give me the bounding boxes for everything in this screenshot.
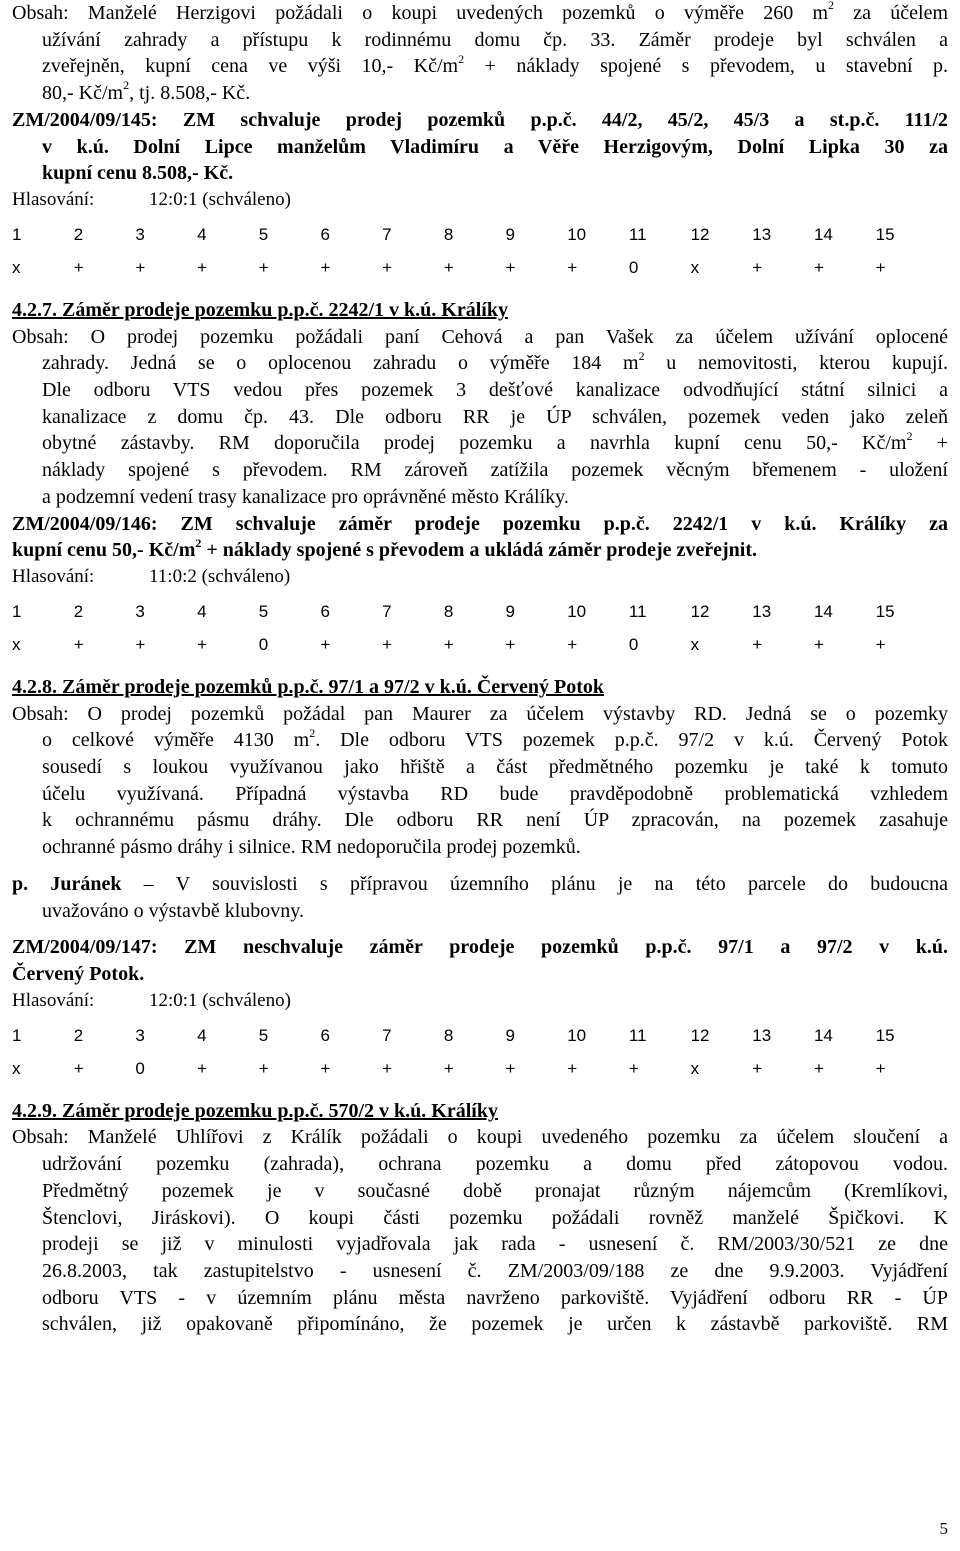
vote-table-147: [12, 1020, 937, 1086]
vote-member-number: 7: [382, 225, 392, 245]
vote-member-value: +: [567, 258, 578, 278]
vote-member-number: 14: [813, 225, 833, 245]
vote-member-number: 6: [320, 602, 330, 622]
vote-member-number: 11: [628, 225, 647, 245]
vote-member-value: +: [443, 258, 454, 278]
vote-numbers-row: [12, 219, 937, 252]
vote-member-value: +: [875, 258, 886, 278]
vote-member-value: +: [73, 258, 84, 278]
vote-member-number: 9: [505, 1026, 515, 1046]
page-number: 5: [939, 1519, 948, 1538]
vote-member-value: +: [135, 258, 146, 278]
vote-member-number: 4: [197, 225, 207, 245]
vote-member-number: 7: [382, 602, 392, 622]
vote-member-value: x: [12, 1059, 21, 1079]
vote-member-number: 13: [752, 602, 772, 622]
vote-member-number: 1: [12, 602, 22, 622]
vote-summary-145: Hlasování: 12:0:1 (schváleno): [12, 188, 291, 210]
vote-member-value: +: [382, 1059, 393, 1079]
vote-member-number: 13: [752, 225, 772, 245]
section-427-body: Obsah: O prodej pozemku požádali paní Cehová a pan Vašek za účelem užívání oplocené zahrady. Jedná se o oplocenou zahradu o výměře 184 $m^2$ u nemovitosti, kterou kupují. Dle odboru VTS vedou přes pozemek 3 dešťové kanalizace odvodňující státní silnici a kanalizace z domu čp. 43. Dle odboru RR je ÚP schválen, pozemek veden jako zeleň obytné zástavby. RM doporučila prodej pozemku a navrhla kupní cenu 50,- $Kč/m^2$ + náklady spojené s převodem. RM zároveň zatížila pozemek věcným břemenem - uložení a podzemní vedení trasy kanalizace pro oprávněné město Králíky.: [12, 325, 948, 508]
vote-member-value: +: [505, 635, 516, 655]
vote-member-value: +: [197, 1059, 207, 1079]
vote-member-number: 10: [567, 1026, 587, 1046]
vote-member-value: +: [258, 258, 269, 278]
vote-member-value: +: [320, 258, 331, 278]
vote-member-number: 4: [197, 1026, 207, 1046]
vote-member-value: +: [320, 635, 331, 655]
vote-member-value: 0: [258, 635, 269, 655]
vote-member-number: 9: [505, 225, 515, 245]
vote-member-number: 1: [12, 225, 22, 245]
resolution-146: ZM/2004/09/146: ZM schvaluje záměr prodeje pozemku p.p.č. 2242/1 v k.ú. Králíky za kupní cenu 50,- $Kč/m^2$ + náklady spojené s převodem a ukládá záměr prodeje zveřejnit.: [12, 512, 948, 562]
vote-member-value: +: [752, 1059, 763, 1079]
vote-member-number: 5: [258, 1026, 269, 1046]
vote-member-number: 9: [505, 602, 515, 622]
vote-member-number: 7: [382, 1026, 392, 1046]
document-page: [12, 0, 948, 1338]
vote-member-number: 15: [875, 602, 895, 622]
vote-member-value: +: [505, 1059, 516, 1079]
vote-member-number: 14: [813, 1026, 833, 1046]
vote-member-value: +: [567, 635, 578, 655]
vote-member-number: 6: [320, 225, 330, 245]
vote-member-value: 0: [135, 1059, 145, 1079]
vote-member-number: 15: [875, 1026, 895, 1046]
vote-member-number: 12: [690, 602, 710, 622]
vote-member-value: +: [382, 258, 393, 278]
vote-member-number: 5: [258, 225, 269, 245]
juranek-note: p. Juránek – V souvislosti s přípravou územního plánu je na této parcele do budoucna uvažováno o výstavbě klubovny.: [12, 872, 948, 922]
vote-member-value: x: [690, 258, 700, 278]
vote-member-value: +: [73, 635, 84, 655]
vote-member-number: 11: [628, 602, 647, 622]
vote-member-number: 15: [875, 225, 895, 245]
vote-member-number: 3: [135, 602, 145, 622]
vote-values-row: [12, 252, 937, 285]
vote-summary-146: Hlasování: 11:0:2 (schváleno): [12, 565, 291, 587]
section-heading-428: 4.2.8. Záměr prodeje pozemků p.p.č. 97/1 a 97/2 v k.ú. Červený Potok: [12, 675, 605, 698]
vote-member-value: x: [690, 1059, 700, 1079]
vote-member-number: 8: [443, 602, 454, 622]
vote-member-value: +: [875, 635, 886, 655]
vote-member-number: 6: [320, 1026, 330, 1046]
vote-member-value: +: [443, 635, 454, 655]
vote-values-row: [12, 1053, 937, 1086]
vote-member-number: 10: [567, 602, 587, 622]
vote-member-value: +: [505, 258, 516, 278]
vote-member-value: +: [382, 635, 393, 655]
section-428-body: Obsah: O prodej pozemků požádal pan Maurer za účelem výstavby RD. Jedná se o pozemky o celkové výměře 4130 $m^2$. Dle odboru VTS pozemek p.p.č. 97/2 v k.ú. Červený Potok sousedí s loukou využívanou jako hřiště a část předmětného pozemku je také k tomuto účelu využívaná. Případná výstavba RD bude pravděpodobně problematická vzhledem k ochrannému pásmu dráhy. Dle odboru RR není ÚP zpracován, na pozemek zasahuje ochranné pásmo dráhy i silnice. RM nedoporučila prodej pozemků.: [12, 702, 949, 859]
vote-member-value: +: [135, 635, 146, 655]
vote-member-value: x: [12, 635, 21, 655]
vote-member-value: x: [12, 258, 21, 278]
vote-member-number: 2: [73, 225, 84, 245]
vote-table-145: [12, 219, 937, 285]
vote-member-number: 14: [813, 602, 833, 622]
vote-member-number: 8: [443, 225, 454, 245]
vote-member-number: 4: [197, 602, 207, 622]
vote-member-value: +: [197, 258, 207, 278]
vote-numbers-row: [12, 1020, 937, 1053]
vote-member-value: +: [73, 1059, 84, 1079]
vote-member-value: +: [813, 635, 824, 655]
vote-member-number: 8: [443, 1026, 454, 1046]
vote-member-value: +: [752, 258, 763, 278]
vote-table-146: [12, 596, 937, 662]
vote-member-number: 12: [690, 225, 710, 245]
vote-member-value: +: [567, 1059, 578, 1079]
vote-member-value: x: [690, 635, 700, 655]
vote-summary-147: Hlasování: 12:0:1 (schváleno): [12, 989, 291, 1011]
vote-member-value: +: [320, 1059, 331, 1079]
vote-member-number: 12: [690, 1026, 710, 1046]
vote-member-value: +: [443, 1059, 454, 1079]
vote-member-number: 5: [258, 602, 269, 622]
vote-member-value: +: [628, 1059, 639, 1079]
section-heading-427: 4.2.7. Záměr prodeje pozemku p.p.č. 2242/1 v k.ú. Králíky: [12, 298, 508, 321]
vote-member-value: +: [813, 258, 824, 278]
resolution-145: ZM/2004/09/145: ZM schvaluje prodej pozemků p.p.č. 44/2, 45/2, 45/3 a st.p.č. 111/2 v k.ú. Dolní Lipce manželům Vladimíru a Věře Herzigovým, Dolní Lipka 30 za kupní cenu 8.508,- Kč.: [12, 108, 948, 185]
vote-member-value: +: [752, 635, 763, 655]
resolution-147: ZM/2004/09/147: ZM neschvaluje záměr prodeje pozemků p.p.č. 97/1 a 97/2 v k.ú. Červený Potok.: [12, 936, 948, 985]
vote-member-number: 13: [752, 1026, 772, 1046]
vote-member-number: 1: [12, 1026, 22, 1046]
vote-member-value: +: [197, 635, 207, 655]
vote-member-number: 3: [135, 225, 145, 245]
section-heading-429: 4.2.9. Záměr prodeje pozemku p.p.č. 570/2 v k.ú. Králíky: [12, 1099, 498, 1122]
vote-member-value: 0: [628, 635, 639, 655]
vote-member-number: 11: [628, 1026, 647, 1046]
vote-member-number: 3: [135, 1026, 145, 1046]
vote-member-value: +: [875, 1059, 886, 1079]
vote-member-number: 2: [73, 602, 84, 622]
vote-member-value: +: [813, 1059, 824, 1079]
vote-member-value: +: [258, 1059, 269, 1079]
vote-values-row: [12, 629, 937, 662]
vote-numbers-row: [12, 596, 937, 629]
vote-member-value: 0: [628, 258, 639, 278]
section-429-body: Obsah: Manželé Uhlířovi z Králík požádali o koupi uvedeného pozemku za účelem sloučení a udržování pozemku (zahrada), ochrana pozemku a domu před zátopovou vodou. Předmětný pozemek je v současné době pronajat různým nájemcům (Kremlíkovi, Štenclovi, Jiráskovi). O koupi části pozemku požádali rovněž manželé Špičkovi. K prodeji se již v minulosti vyjadřovala jak rada - usnesení č. RM/2003/30/521 ze dne 26.8.2003, tak zastupitelstvo - usnesení č. ZM/2003/09/188 ze dne 9.9.2003. Vyjádření odboru VTS - v územním plánu města navrženo parkoviště. Vyjádření odboru RR - ÚP schválen, již opakovaně připomínáno, že pozemek je určen k zástavbě parkoviště. RM: [12, 1126, 948, 1336]
vote-member-number: 10: [567, 225, 587, 245]
intro-paragraph: Obsah: Manželé Herzigovi požádali o koupi uvedených pozemků o výměře 260 $m^2$ za účelem užívání zahrady a přístupu k rodinnému domu čp. 33. Záměr prodeje byl schválen a zveřejněn, kupní cena ve výši 10,- $Kč/m^2$ + náklady spojené s převodem, u stavební p. 80,- $Kč/m^2$, tj. 8.508,- Kč.: [12, 0, 948, 105]
vote-member-number: 2: [73, 1026, 84, 1046]
